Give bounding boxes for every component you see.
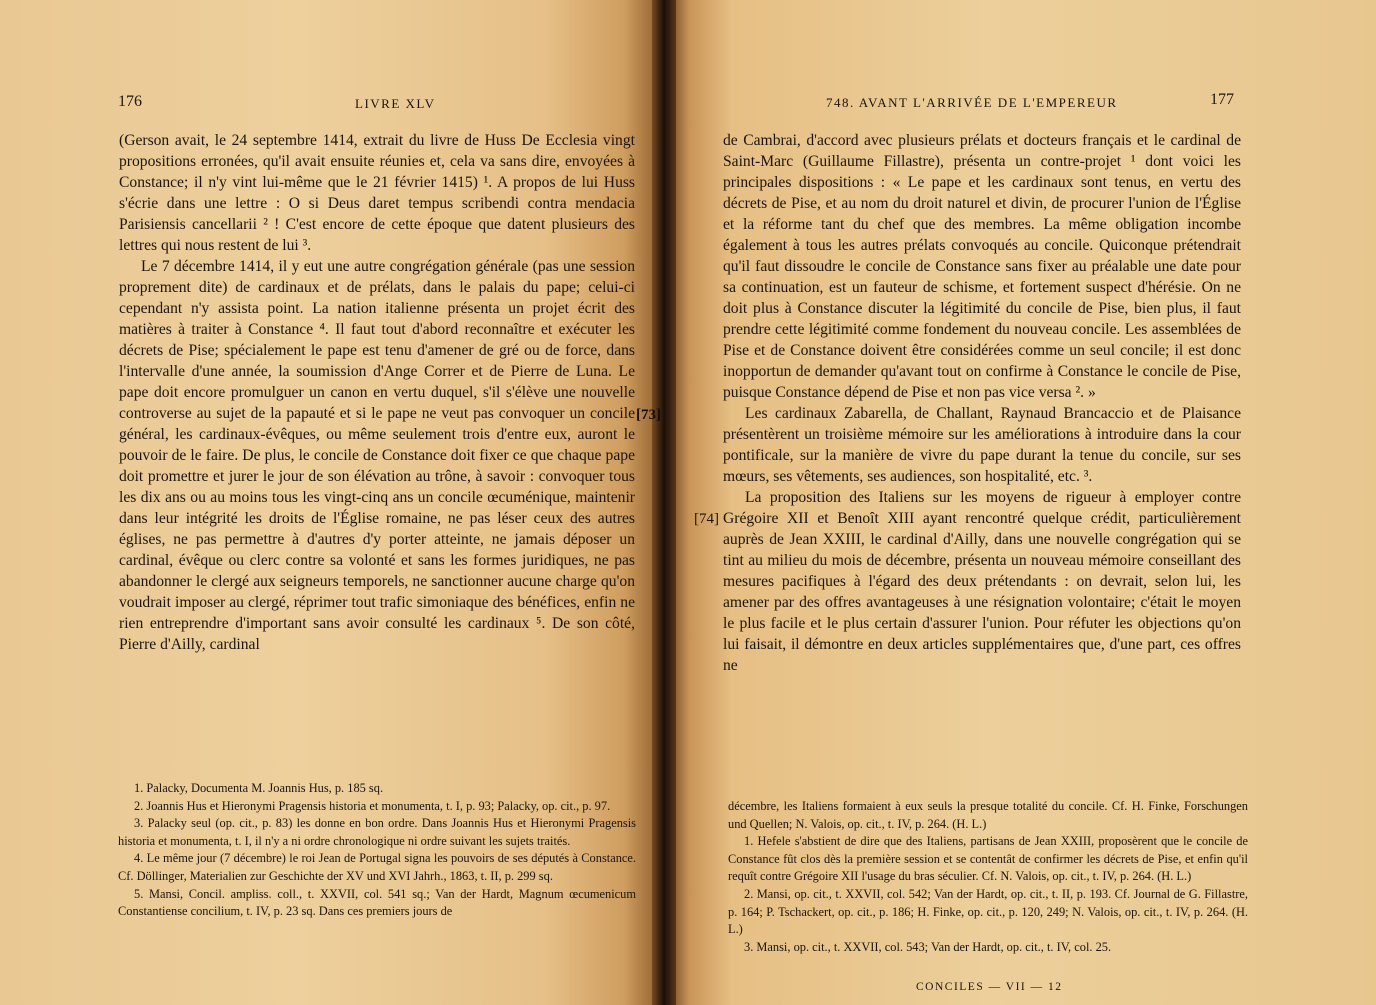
right-footnote-1: 1. Hefele s'abstient de dire que des Italiens, partisans de Jean XXIII, proposèrent que le concile de Constance fût clos dès la première session et se contentât de confirmer les décrets de Pise, et enfin qu'il requît contre Grégoire XII l'usage du bras séculier. Cf. N. Valois, op. cit., t. IV, p. 264. (H. L.) xyxy=(728,834,1248,884)
right-running-head: 748. AVANT L'ARRIVÉE DE L'EMPEREUR xyxy=(826,95,1118,110)
right-paragraph-1: de Cambrai, d'accord avec plusieurs prélats et docteurs français et le cardinal de Saint-Marc (Guillaume Fillastre), présenta un contre-projet ¹ dont voici les principales dispositions : « Le pape et les cardinaux sont tenus, en vertu des décrets de Pise, et au nom du droit naturel et divin, de procurer l'union de l'Église et la réforme tant du chef que des membres. La même obligation incombe également à tous les autres prélats convoqués au concile. Quiconque prétendrait qu'il faut dissoudre le concile de Constance sans fixer au préalable une date pour sa continuation, est un fauteur de schisme, et fortement suspect d'hérésie. On ne doit plus à Constance discuter la légitimité du concile de Pise, bien plus, il faut prendre cette légitimité comme fondement du nouveau concile. Les assemblées de Pise et de Constance doivent être considérées comme un seul concile; il est donc inopportun de demander qu'avant tout on confirme à Constance le concile de Pise, puisque Constance dépend de Pise et non pas vice versa ². » xyxy=(723,132,1241,401)
left-running-head: LIVRE XLV xyxy=(355,96,436,111)
right-footnote-2: 2. Mansi, op. cit., t. XXVII, col. 542; Van der Hardt, op. cit., t. II, p. 193. Cf. Journal de G. Fillastre, p. 164; P. Tschackert, op. cit., p. 186; H. Finke, op. cit., p. 120, 249; N. Valois, op. cit., t. IV, p. 264. (H. L.) xyxy=(728,886,1248,937)
left-footnote-5: 5. Mansi, Concil. ampliss. coll., t. XXVII, col. 541 sq.; Van der Hardt, Magnum œcumenicum Constantiense concilium, t. IV, p. 23 sq. Dans ces premiers jours de xyxy=(118,886,636,919)
left-margin-number: [73] xyxy=(636,407,661,423)
book-gutter xyxy=(652,0,676,1005)
right-page-number: 177 xyxy=(1210,91,1234,108)
left-footnote-1: 1. Palacky, Documenta M. Joannis Hus, p. 185 sq. xyxy=(134,781,384,795)
left-footnote-4: 4. Le même jour (7 décembre) le roi Jean de Portugal signa les pouvoirs de ses députés à Constance. Cf. Döllinger, Materialien zur Geschichte der XV und XVI Jahrh., 1863, t. II, p. 299 sq. xyxy=(118,851,636,883)
left-page xyxy=(0,0,664,1005)
right-footnotes xyxy=(728,798,1248,956)
right-margin-number: [74] xyxy=(694,511,719,527)
left-paragraph-2: Le 7 décembre 1414, il y eut une autre congrégation générale (pas une session proprement dite) de cardinaux et de prélats, dans le palais du pape; celui-ci cependant n'y assista point. La nation italienne présenta un projet écrit des matières à traiter à Constance ⁴. Il faut tout d'abord reconnaître et exécuter les décrets de Pise; spécialement le pape est tenu d'amener de gré ou de force, dans l'intervalle d'une année, la soumission d'Ange Correr et de Pierre de Luna. Le pape doit encore promulguer un canon en vertu duquel, s'il s'élève une nouvelle controverse au sujet de la papauté et si le pape ne veut pas convoquer un concile général, les cardinaux-évêques, ou même seulement trois d'entre eux, auront le pouvoir de le faire. De plus, le concile de Constance doit fixer ce que chaque pape doit promettre et jurer le jour de son élévation au trône, à savoir : convoquer tous les dix ans ou au moins tous les vingt-cinq ans un concile œcuménique, maintenir dans leur intégrité les droits de l'Église romaine, ne pas léser ceux des autres églises, ne pas permettre à d'autres d'y porter atteinte, ne jamais déposer un cardinal, évêque ou clerc contre sa volonté et sans les formes juridiques, ne pas abandonner le clergé aux seigneurs temporels, ne sanctionner aucune charge qu'on voudrait imposer au clergé, réprimer tout trafic simoniaque des bénéfices, enfin ne rien entreprendre d'important sans avoir consulté les cardinaux ⁵. De son côté, Pierre d'Ailly, cardinal xyxy=(119,258,635,653)
right-paragraph-3: La proposition des Italiens sur les moyens de rigueur à employer contre Grégoire XII et Benoît XIII ayant rencontré quelque crédit, particulièrement auprès de Jean XXIII, le cardinal d'Ailly, dans une nouvelle congrégation qui se tint au milieu du mois de décembre, présenta un nouveau mémoire conseillant des mesures pacifiques à l'égard des deux prétendants : on devrait, selon lui, les amener par des offres avantageuses à une résignation volontaire; c'était le moyen le plus facile et le plus certain d'assurer l'union. Pour réfuter les objections qu'on lui faisait, il démontre en deux articles supplémentaires que, d'une part, ces offres ne xyxy=(723,489,1241,674)
left-footnote-3: 3. Palacky seul (op. cit., p. 83) les donne en bon ordre. Dans Joannis Hus et Hieronymi Pragensis historia et monumenta, t. I, il n'y a ni ordre chronologique ni ordre suivant les sujets traités. xyxy=(118,816,636,848)
printer-signature: CONCILES — VII — 12 xyxy=(916,981,1063,993)
right-footnote-continued: décembre, les Italiens formaient à eux seuls la presque totalité du concile. Cf. H. Finke, Forschungen und Quellen; N. Valois, op. cit., t. IV, p. 264. (H. L.) xyxy=(728,799,1248,831)
right-page xyxy=(668,0,1376,1005)
left-footnotes xyxy=(118,780,636,921)
left-paragraph-1: (Gerson avait, le 24 septembre 1414, extrait du livre de Huss De Ecclesia vingt propositions erronées, qu'il avait ensuite réunies et, cela va sans dire, envoyées à Constance; il n'y vint lui-même que le 21 février 1415) ¹. A propos de lui Huss s'écrie dans une lettre : O si Deus daret tempus scribendi contra mendacia Parisiensis cancellarii ² ! C'est encore de cette époque que datent plusieurs des lettres qui nous restent de lui ³. xyxy=(119,132,635,254)
right-paragraph-2: Les cardinaux Zabarella, de Challant, Raynaud Brancaccio et de Plaisance présentèrent un troisième mémoire sur les améliorations à introduire dans la cour pontificale, sur la manière de vivre du pape durant la tenue du concile, sur ses mœurs, ses vêtements, ses audiences, son hospitalité, etc. ³. xyxy=(723,405,1241,485)
left-body-text xyxy=(119,130,635,655)
right-footnote-3: 3. Mansi, op. cit., t. XXVII, col. 543; Van der Hardt, op. cit., t. IV, col. 25. xyxy=(744,939,1112,954)
right-body-text xyxy=(723,130,1241,676)
left-footnote-2: 2. Joannis Hus et Hieronymi Pragensis historia et monumenta, t. I, p. 93; Palacky, op. cit., p. 97. xyxy=(134,798,611,813)
left-page-number: 176 xyxy=(118,93,142,110)
